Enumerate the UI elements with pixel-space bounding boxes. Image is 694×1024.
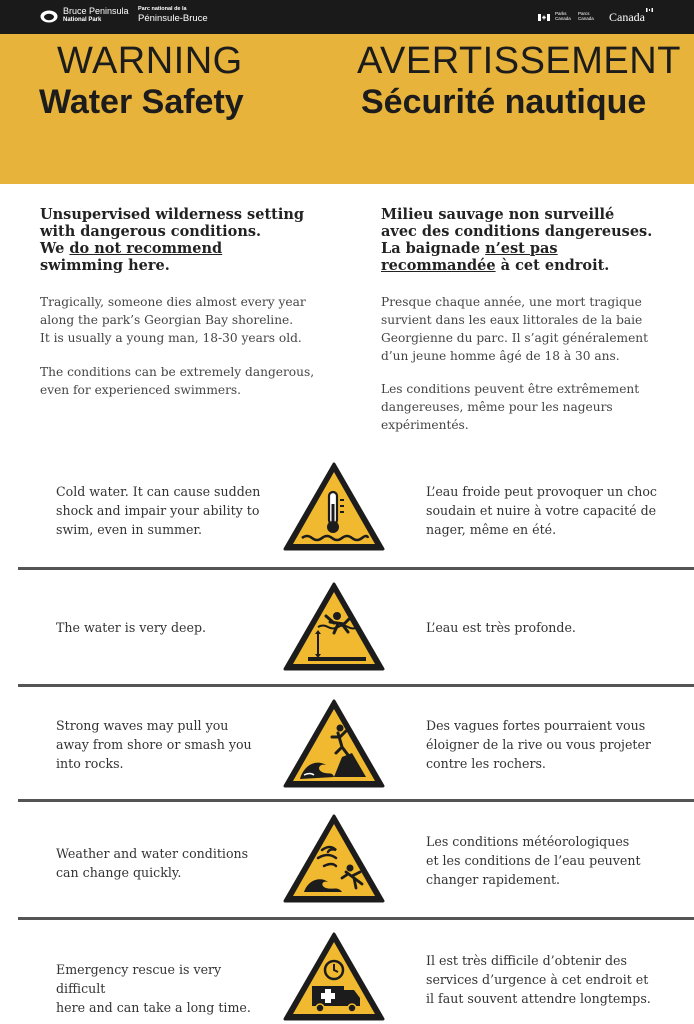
warning-heading-fr: AVERTISSEMENT [357, 40, 681, 82]
hazard-rescue-fr: Il est très difficile d’obtenir des services d’urgence à cet endroit et il faut souvent attendre longtemps. [426, 953, 651, 1006]
waves-rocks-icon [282, 697, 386, 789]
canada-wordmark-flag-icon [646, 8, 653, 12]
hazard-weather-fr: Les conditions météorologiques et les conditions de l’eau peuvent changer rapidement. [426, 834, 641, 887]
hazard-weather-en: Weather and water conditions can change quickly. [56, 846, 249, 880]
hazard-cold-water-en: Cold water. It can cause sudden shock and impair your ability to swim, even in summer. [56, 484, 261, 537]
emergency-rescue-icon [282, 930, 386, 1022]
canada-flag-icon [538, 14, 550, 21]
intro-paragraph-2-en: The conditions can be extremely dangerous, even for experienced swimmers. [40, 365, 315, 397]
deep-water-icon [282, 580, 386, 672]
divider [18, 917, 694, 920]
parks-canada-beaver-logo-icon [40, 10, 58, 23]
title-en: Water Safety [39, 83, 244, 121]
intro-paragraph-2-fr: Les conditions peuvent être extrêmement dangereuses, même pour les nageurs expérimentés. [381, 382, 640, 432]
canada-wordmark: Canada [609, 10, 645, 24]
divider [18, 567, 694, 570]
park-name-fr: Parc national de la Péninsule-Bruce [138, 6, 208, 24]
intro-paragraph-1-en: Tragically, someone dies almost every year along the park’s Georgian Bay shoreline. It is usually a young man, 18-30 years old. [40, 295, 306, 345]
divider [18, 799, 694, 802]
title-fr: Sécurité nautique [361, 83, 647, 121]
intro-lead-en: Unsupervised wilderness setting with dangerous conditions. We do not recommend swimming here. [40, 206, 305, 274]
hazard-rescue-en: Emergency rescue is very difficult here and can take a long time. [56, 962, 251, 1015]
top-bar [0, 0, 694, 34]
parks-canada-en: Parks Canada [555, 11, 571, 21]
divider [18, 684, 694, 687]
park-name-en: Bruce Peninsula National Park [63, 6, 129, 23]
intro-lead-fr: Milieu sauvage non surveillé avec des conditions dangereuses. La baignade n’est pas recommandée à cet endroit. [381, 206, 653, 274]
changing-weather-icon [282, 812, 386, 904]
parks-canada-fr: Parcs Canada [578, 11, 594, 21]
hazard-cold-water-fr: L’eau froide peut provoquer un choc soudain et nuire à votre capacité de nager, même en été. [426, 484, 657, 537]
warning-heading-en: WARNING [57, 40, 243, 82]
hazard-deep-water-fr: L’eau est très profonde. [426, 620, 576, 635]
hazard-strong-waves-en: Strong waves may pull you away from shore or smash you into rocks. [56, 718, 252, 771]
cold-water-thermometer-icon [282, 460, 386, 552]
hazard-deep-water-en: The water is very deep. [56, 620, 207, 635]
hazard-strong-waves-fr: Des vagues fortes pourraient vous éloigner de la rive ou vous projeter contre les rochers. [426, 718, 651, 771]
intro-paragraph-1-fr: Presque chaque année, une mort tragique survient dans les eaux littorales de la baie Georgienne du parc. Il s’agit généralement d’un jeune homme âgé de 18 à 30 ans. [381, 295, 649, 363]
